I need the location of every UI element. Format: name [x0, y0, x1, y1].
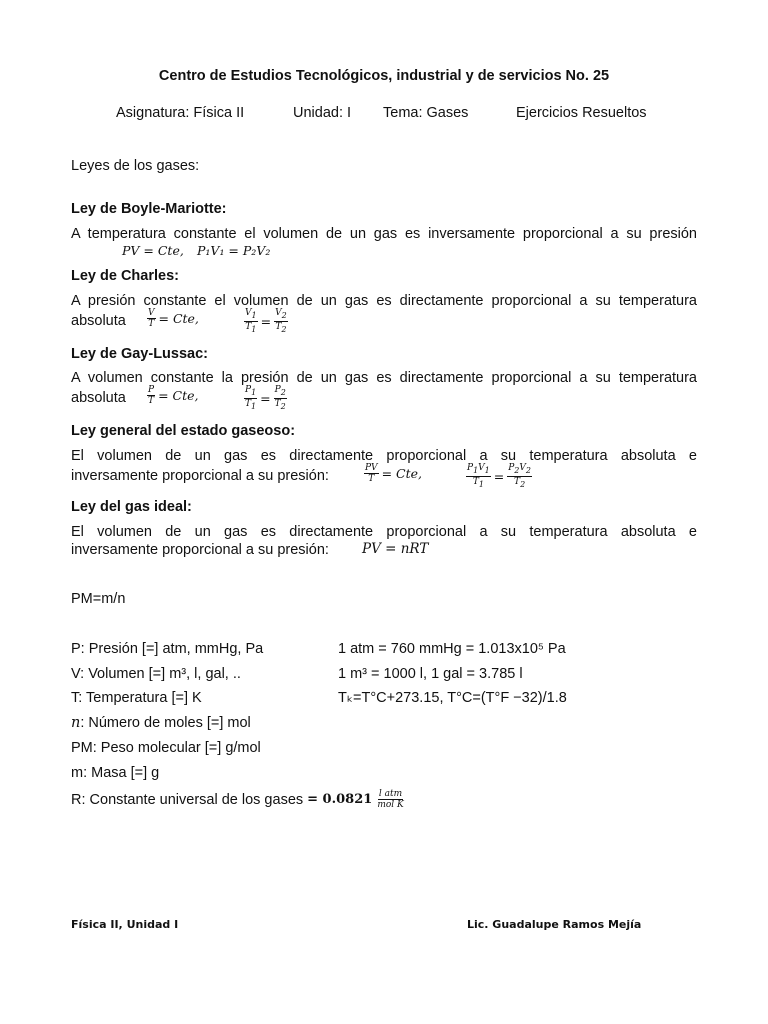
temperature-units: T: Temperatura [=] K	[71, 690, 202, 706]
gas-constant-unit: $\frac{\text{l atm}}{\text{mol K}}$	[377, 789, 404, 810]
gaylussac-title: Ley de Gay-Lussac:	[71, 346, 208, 362]
unit-label: Unidad: I	[293, 105, 352, 121]
boyle-eq1: PV = Cte,	[122, 243, 184, 258]
charles-eq	[147, 308, 199, 329]
pressure-units: P: Presión [=] atm, mmHg, Pa	[71, 641, 264, 657]
gas-constant-value: = 0.0821	[307, 792, 373, 807]
charles-frac-vt: $\frac{V}{T}$	[148, 308, 155, 329]
footer-course: Física II, Unidad I	[71, 918, 179, 931]
footer-author: Lic. Guadalupe Ramos Mejía	[467, 918, 642, 931]
gaylussac-line1: A volumen constante la presión de un gas es directamente proporcional a su temperatura	[71, 370, 697, 386]
gaylussac-eq-rhs: = Cte,	[158, 388, 199, 403]
boyle-text: A temperatura constante el volumen de un gas es inversamente proporcional a su presión	[71, 226, 697, 242]
mass-definition: m: Masa [=] g	[71, 765, 160, 781]
volume-units: V: Volumen [=] m³, l, gal, ..	[71, 666, 241, 682]
charles-title: Ley de Charles:	[71, 268, 179, 284]
document-title: Centro de Estudios Tecnológicos, industrial y de servicios No. 25	[158, 68, 610, 84]
general-title: Ley general del estado gaseoso:	[71, 423, 296, 439]
general-eq-rhs: = Cte,	[381, 466, 422, 481]
gas-constant-label: R: Constante universal de los gases	[71, 791, 304, 808]
exercises-label: Ejercicios Resueltos	[516, 105, 647, 121]
gaylussac-line2: absoluta	[71, 390, 126, 406]
ideal-line1: El volumen de un gas es directamente proporcional a su temperatura absoluta e	[71, 524, 697, 540]
boyle-eq2: P₁V₁ = P₂V₂	[197, 243, 271, 258]
subject-label: Asignatura: Física II	[116, 105, 245, 121]
boyle-title: Ley de Boyle-Mariotte:	[71, 201, 227, 217]
charles-line1: A presión constante el volumen de un gas es directamente proporcional a su temperatura	[71, 293, 697, 309]
general-ratio-eq: $\frac{P_1V_1}{T_1}$ = $\frac{P_2V_2}{T_2}$	[467, 463, 531, 489]
ideal-line2: inversamente proporcional a su presión:	[71, 542, 329, 558]
gaylussac-eq: $\frac{P}{T}$ = Cte,	[148, 385, 199, 406]
topic-label: Tema: Gases	[383, 105, 469, 121]
gaylussac-ratio-eq: $\frac{P_1}{T_1}$ = $\frac{P_2}{T_2}$	[245, 385, 286, 411]
moles-definition	[71, 715, 251, 731]
pm-formula: PM=m/n	[71, 591, 126, 607]
ideal-eq: PV = nRT	[362, 541, 429, 557]
general-eq: $\frac{PV}{T}$ = Cte,	[365, 463, 422, 484]
moles-text: : Número de moles [=] mol	[80, 715, 251, 731]
charles-ratio-eq: $\frac{V_1}{T_1}$ = $\frac{V_2}{T_2}$	[245, 308, 287, 334]
molecular-weight-definition: PM: Peso molecular [=] g/mol	[71, 740, 261, 756]
general-line1: El volumen de un gas es directamente proporcional a su temperatura absoluta e	[71, 448, 697, 464]
general-line2: inversamente proporcional a su presión:	[71, 468, 329, 484]
ideal-title: Ley del gas ideal:	[71, 499, 192, 515]
moles-symbol: n	[71, 715, 81, 731]
volume-conversion: 1 m³ = 1000 l, 1 gal = 3.785 l	[338, 666, 523, 682]
temperature-conversion: Tₖ=T°C+273.15, T°C=(T°F −32)/1.8	[338, 690, 567, 706]
gas-constant-definition	[71, 789, 405, 810]
charles-line2: absoluta	[71, 313, 126, 329]
pressure-conversion: 1 atm = 760 mmHg = 1.013x10⁵ Pa	[338, 641, 566, 657]
intro-text: Leyes de los gases:	[71, 158, 200, 174]
charles-eq-rhs: = Cte,	[158, 311, 199, 326]
